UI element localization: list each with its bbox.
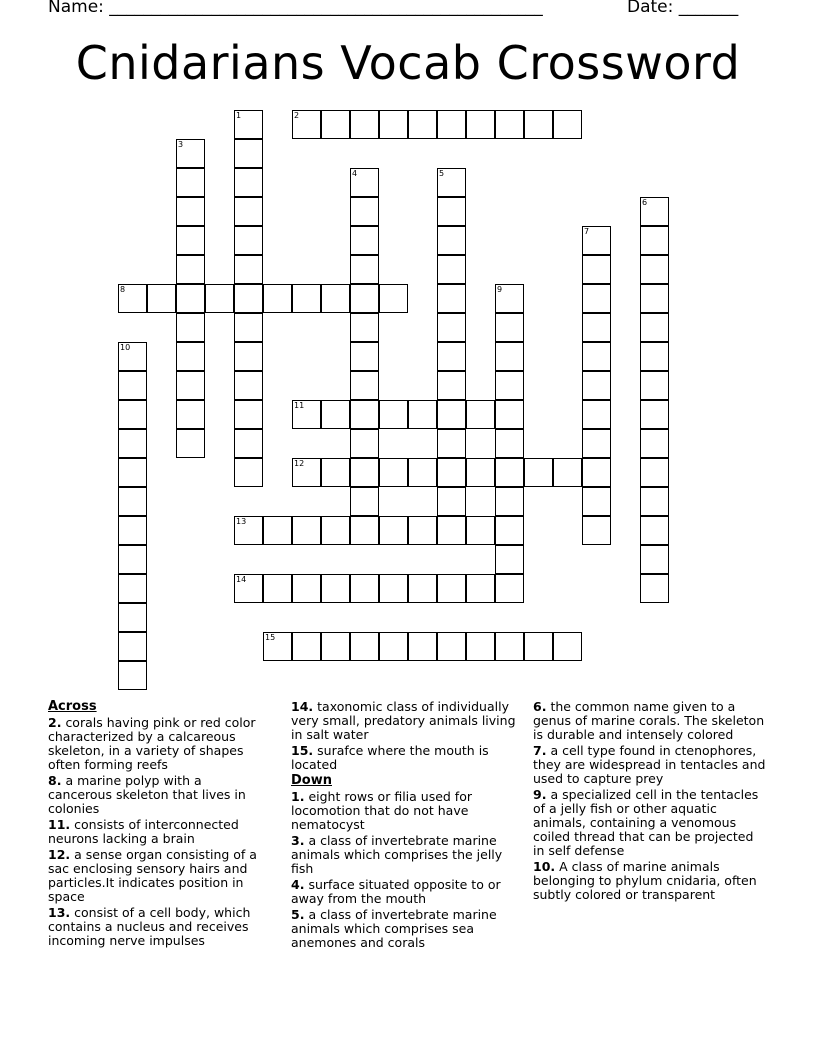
grid-cell[interactable] <box>582 284 611 313</box>
cell-number: 15 <box>265 633 276 642</box>
cell-number: 13 <box>236 517 247 526</box>
cell-number: 9 <box>497 285 503 294</box>
grid-cell[interactable] <box>350 284 379 313</box>
down-heading: Down <box>291 773 332 788</box>
grid-cell[interactable] <box>118 545 147 574</box>
grid-cell[interactable] <box>524 632 553 661</box>
grid-cell[interactable] <box>321 400 350 429</box>
clue-down-4: 4. surface situated opposite to or away from the mouth <box>291 877 501 906</box>
clue-down-3: 3. a class of invertebrate marine animals which comprises the jelly fish <box>291 833 503 876</box>
grid-cell[interactable] <box>408 400 437 429</box>
grid-cell[interactable] <box>321 632 350 661</box>
grid-cell[interactable] <box>640 429 669 458</box>
grid-cell[interactable] <box>437 197 466 226</box>
cell-number: 14 <box>236 575 247 584</box>
grid-cell[interactable] <box>350 516 379 545</box>
clue-down-1: 1. eight rows or filia used for locomotion that do not have nematocyst <box>291 789 472 832</box>
clue-across-8: 8. a marine polyp with a cancerous skeleton that lives in colonies <box>48 773 246 816</box>
clue-down-5: 5. a class of invertebrate marine animals which comprises sea anemones and corals <box>291 907 497 950</box>
grid-cell[interactable] <box>350 168 379 197</box>
grid-cell[interactable] <box>321 110 350 139</box>
clue-down-7: 7. a cell type found in ctenophores, they are widespread in tentacles and used to capture prey <box>533 743 766 786</box>
date-field[interactable]: Date: _______ <box>627 0 739 17</box>
grid-cell[interactable] <box>495 574 524 603</box>
cell-number: 8 <box>120 285 126 294</box>
clue-across-13: 13. consist of a cell body, which contains a nucleus and receives incoming nerve impulses <box>48 905 251 948</box>
grid-cell[interactable] <box>640 574 669 603</box>
grid-cell[interactable] <box>292 284 321 313</box>
grid-cell[interactable] <box>437 255 466 284</box>
clue-across-2: 2. corals having pink or red color characterized by a calcareous skeleton, in a variety of shapes often forming reefs <box>48 715 256 772</box>
grid-cell[interactable] <box>495 429 524 458</box>
grid-cell[interactable] <box>437 110 466 139</box>
grid-cell[interactable] <box>553 458 582 487</box>
grid-cell[interactable] <box>234 255 263 284</box>
clues-column-3 <box>533 700 768 904</box>
grid-cell[interactable] <box>118 458 147 487</box>
grid-cell[interactable] <box>350 429 379 458</box>
clue-down-9: 9. a specialized cell in the tentacles of a jelly fish or other aquatic animals, containing a venomous coiled thread that can be projected in self defense <box>533 787 759 858</box>
grid-cell[interactable] <box>321 516 350 545</box>
grid-cell[interactable] <box>437 371 466 400</box>
grid-cell[interactable] <box>582 342 611 371</box>
grid-cell[interactable] <box>350 342 379 371</box>
grid-cell[interactable] <box>118 516 147 545</box>
grid-cell[interactable] <box>640 255 669 284</box>
grid-cell[interactable] <box>437 226 466 255</box>
grid-cell[interactable] <box>350 458 379 487</box>
grid-cell[interactable] <box>234 226 263 255</box>
grid-cell[interactable] <box>408 516 437 545</box>
grid-cell[interactable] <box>234 139 263 168</box>
grid-cell[interactable] <box>495 545 524 574</box>
grid-cell[interactable] <box>437 458 466 487</box>
grid-cell[interactable] <box>292 110 321 139</box>
grid-cell[interactable] <box>350 574 379 603</box>
grid-cell[interactable] <box>379 284 408 313</box>
grid-cell[interactable] <box>118 284 147 313</box>
clue-down-10: 10. A class of marine animals belonging to phylum cnidaria, often subtly colored or transparent <box>533 859 757 902</box>
grid-cell[interactable] <box>495 632 524 661</box>
grid-cell[interactable] <box>524 458 553 487</box>
grid-cell[interactable] <box>379 632 408 661</box>
grid-cell[interactable] <box>118 400 147 429</box>
cell-number: 2 <box>294 111 300 120</box>
grid-cell[interactable] <box>234 458 263 487</box>
grid-cell[interactable] <box>640 342 669 371</box>
grid-cell[interactable] <box>640 226 669 255</box>
clues-column-2 <box>291 700 521 952</box>
grid-cell[interactable] <box>234 342 263 371</box>
grid-cell[interactable] <box>582 487 611 516</box>
name-field[interactable]: Name: ___________________________________________________ <box>48 0 543 17</box>
grid-cell[interactable] <box>263 284 292 313</box>
grid-cell[interactable] <box>466 400 495 429</box>
grid-cell[interactable] <box>118 661 147 690</box>
grid-cell[interactable] <box>350 487 379 516</box>
grid-cell[interactable] <box>495 342 524 371</box>
grid-cell[interactable] <box>118 487 147 516</box>
grid-cell[interactable] <box>640 516 669 545</box>
grid-cell[interactable] <box>524 110 553 139</box>
grid-cell[interactable] <box>350 255 379 284</box>
grid-cell[interactable] <box>234 400 263 429</box>
grid-cell[interactable] <box>495 516 524 545</box>
cell-number: 7 <box>584 227 590 236</box>
grid-cell[interactable] <box>640 313 669 342</box>
grid-cell[interactable] <box>495 110 524 139</box>
grid-cell[interactable] <box>118 574 147 603</box>
grid-cell[interactable] <box>234 284 263 313</box>
grid-cell[interactable] <box>408 632 437 661</box>
grid-cell[interactable] <box>640 197 669 226</box>
grid-cell[interactable] <box>466 516 495 545</box>
grid-cell[interactable] <box>118 371 147 400</box>
grid-cell[interactable] <box>176 197 205 226</box>
grid-cell[interactable] <box>350 226 379 255</box>
grid-cell[interactable] <box>263 574 292 603</box>
grid-cell[interactable] <box>234 574 263 603</box>
grid-cell[interactable] <box>234 371 263 400</box>
grid-cell[interactable] <box>437 632 466 661</box>
grid-cell[interactable] <box>640 400 669 429</box>
grid-cell[interactable] <box>582 458 611 487</box>
grid-cell[interactable] <box>553 632 582 661</box>
cell-number: 1 <box>236 111 242 120</box>
page-title: Cnidarians Vocab Crossword <box>75 36 741 90</box>
grid-cell[interactable] <box>176 139 205 168</box>
grid-cell[interactable] <box>466 458 495 487</box>
grid-cell[interactable] <box>379 110 408 139</box>
grid-cell[interactable] <box>234 197 263 226</box>
clue-across-15: 15. surafce where the mouth is located <box>291 743 489 772</box>
grid-cell[interactable] <box>176 255 205 284</box>
cell-number: 6 <box>642 198 648 207</box>
grid-cell[interactable] <box>640 284 669 313</box>
grid-cell[interactable] <box>408 110 437 139</box>
grid-cell[interactable] <box>582 313 611 342</box>
grid-cell[interactable] <box>350 371 379 400</box>
grid-cell[interactable] <box>582 429 611 458</box>
grid-cell[interactable] <box>437 516 466 545</box>
grid-cell[interactable] <box>495 400 524 429</box>
grid-cell[interactable] <box>176 400 205 429</box>
cell-number: 11 <box>294 401 305 410</box>
grid-cell[interactable] <box>495 313 524 342</box>
grid-cell[interactable] <box>553 110 582 139</box>
grid-cell[interactable] <box>437 342 466 371</box>
grid-cell[interactable] <box>640 458 669 487</box>
grid-cell[interactable] <box>582 255 611 284</box>
grid-cell[interactable] <box>263 516 292 545</box>
cell-number: 4 <box>352 169 358 178</box>
grid-cell[interactable] <box>118 429 147 458</box>
cell-number: 10 <box>120 343 131 352</box>
grid-cell[interactable] <box>437 487 466 516</box>
grid-cell[interactable] <box>582 226 611 255</box>
grid-cell[interactable] <box>640 545 669 574</box>
grid-cell[interactable] <box>176 371 205 400</box>
grid-cell[interactable] <box>495 371 524 400</box>
grid-cell[interactable] <box>582 516 611 545</box>
grid-cell[interactable] <box>437 168 466 197</box>
grid-cell[interactable] <box>466 574 495 603</box>
clue-across-12: 12. a sense organ consisting of a sac enclosing sensory hairs and particles.It indicates position in space <box>48 847 257 904</box>
grid-cell[interactable] <box>495 487 524 516</box>
grid-cell[interactable] <box>176 284 205 313</box>
clue-across-11: 11. consists of interconnected neurons lacking a brain <box>48 817 239 846</box>
grid-cell[interactable] <box>582 400 611 429</box>
grid-cell[interactable] <box>321 574 350 603</box>
grid-cell[interactable] <box>379 400 408 429</box>
grid-cell[interactable] <box>118 632 147 661</box>
grid-cell[interactable] <box>292 458 321 487</box>
grid-cell[interactable] <box>234 168 263 197</box>
grid-cell[interactable] <box>321 458 350 487</box>
grid-cell[interactable] <box>234 429 263 458</box>
grid-cell[interactable] <box>582 371 611 400</box>
grid-cell[interactable] <box>292 632 321 661</box>
grid-cell[interactable] <box>176 429 205 458</box>
cell-number: 5 <box>439 169 445 178</box>
grid-cell[interactable] <box>292 516 321 545</box>
grid-cell[interactable] <box>176 226 205 255</box>
grid-cell[interactable] <box>437 284 466 313</box>
grid-cell[interactable] <box>321 284 350 313</box>
grid-cell[interactable] <box>263 632 292 661</box>
clue-across-14: 14. taxonomic class of individually very small, predatory animals living in salt water <box>291 699 516 742</box>
grid-cell[interactable] <box>437 313 466 342</box>
grid-cell[interactable] <box>640 371 669 400</box>
grid-cell[interactable] <box>379 516 408 545</box>
grid-cell[interactable] <box>640 487 669 516</box>
grid-cell[interactable] <box>379 458 408 487</box>
clues-column-1 <box>48 700 263 950</box>
grid-cell[interactable] <box>234 313 263 342</box>
grid-cell[interactable] <box>205 284 234 313</box>
grid-cell[interactable] <box>176 342 205 371</box>
grid-cell[interactable] <box>350 632 379 661</box>
grid-cell[interactable] <box>292 574 321 603</box>
grid-cell[interactable] <box>495 284 524 313</box>
grid-cell[interactable] <box>495 458 524 487</box>
grid-cell[interactable] <box>350 400 379 429</box>
grid-cell[interactable] <box>350 197 379 226</box>
cell-number: 12 <box>294 459 305 468</box>
grid-cell[interactable] <box>408 458 437 487</box>
grid-cell[interactable] <box>176 313 205 342</box>
grid-cell[interactable] <box>408 574 437 603</box>
grid-cell[interactable] <box>379 574 408 603</box>
grid-cell[interactable] <box>466 632 495 661</box>
grid-cell[interactable] <box>118 603 147 632</box>
grid-cell[interactable] <box>437 400 466 429</box>
across-heading: Across <box>48 699 97 714</box>
grid-cell[interactable] <box>118 342 147 371</box>
grid-cell[interactable] <box>437 429 466 458</box>
grid-cell[interactable] <box>147 284 176 313</box>
grid-cell[interactable] <box>234 516 263 545</box>
grid-cell[interactable] <box>466 110 495 139</box>
grid-cell[interactable] <box>437 574 466 603</box>
grid-cell[interactable] <box>292 400 321 429</box>
grid-cell[interactable] <box>350 110 379 139</box>
grid-cell[interactable] <box>234 110 263 139</box>
cell-number: 3 <box>178 140 184 149</box>
clue-down-6: 6. the common name given to a genus of marine corals. The skeleton is durable and intensely colored <box>533 699 765 742</box>
grid-cell[interactable] <box>176 168 205 197</box>
grid-cell[interactable] <box>350 313 379 342</box>
